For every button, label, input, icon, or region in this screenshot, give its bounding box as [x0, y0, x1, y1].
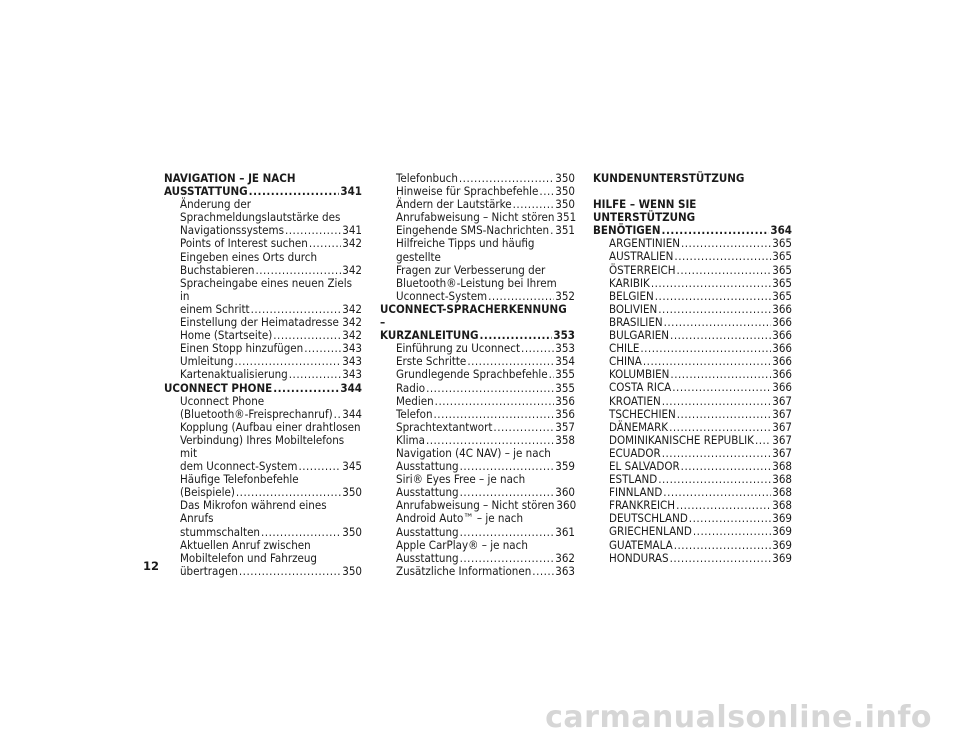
toc-entry-label: Einstellung der Heimatadresse	[180, 315, 339, 330]
dot-leader	[255, 264, 341, 277]
toc-page-number: 366	[772, 328, 792, 343]
toc-entry-label: FRANKREICH	[609, 498, 676, 513]
toc-page-number: 343	[342, 354, 362, 369]
toc-entry-label: HONDURAS	[609, 550, 669, 565]
dot-leader	[488, 290, 554, 303]
toc-entry-label: KARIBIK	[609, 275, 650, 290]
dot-leader	[676, 499, 771, 512]
page-number: 12	[143, 559, 160, 573]
toc-entry-label: ARGENTINIEN	[609, 236, 680, 251]
toc-entry	[593, 172, 792, 185]
toc-entry-label: BENÖTIGEN	[593, 223, 661, 238]
toc-entry-line: Änderung der	[180, 197, 251, 212]
toc-entry-label: GUATEMALA	[609, 537, 673, 552]
toc-entry	[380, 512, 575, 538]
toc-page-number: 343	[342, 367, 362, 382]
toc-entry	[164, 395, 362, 421]
toc-entry	[593, 290, 792, 303]
dot-leader	[658, 303, 771, 316]
dot-leader	[655, 290, 772, 303]
toc-entry	[164, 237, 362, 250]
toc-page-number: 350	[555, 197, 575, 212]
toc-entry	[380, 237, 575, 302]
toc-page-number: 344	[342, 406, 362, 421]
toc-page-number: 369	[772, 537, 792, 552]
toc-entry-label: Einen Stopp hinzufügen	[180, 341, 304, 356]
toc-page-number: 342	[342, 301, 362, 316]
dot-leader	[549, 368, 555, 381]
toc-entry-label: Ändern der Lautstärke	[396, 197, 512, 212]
toc-entry	[593, 264, 792, 277]
toc-page-number: 352	[555, 288, 575, 303]
toc-entry-label: DÄNEMARK	[609, 419, 669, 434]
toc-entry-line: Uconnect Phone	[180, 393, 265, 408]
toc-page-number: 359	[555, 459, 575, 474]
toc-entry-line: NAVIGATION – JE NACH	[164, 171, 296, 185]
toc-entry-label: Ausstattung	[396, 459, 459, 474]
toc-entry-line: Fragen zur Verbesserung der	[396, 262, 546, 277]
toc-page-number: 369	[772, 524, 792, 539]
toc-page-number: 351	[556, 210, 577, 225]
toc-page-number: 361	[555, 524, 575, 539]
toc-entry-line: Siri® Eyes Free – je nach	[396, 472, 526, 487]
toc-column-3	[593, 172, 792, 565]
dot-leader	[539, 185, 554, 198]
toc-entry-label: Telefonbuch	[396, 171, 458, 185]
toc-entry-label: DOMINIKANISCHE REPUBLIK	[609, 432, 754, 447]
toc-entry-label: Home (Startseite)	[180, 328, 273, 343]
dot-leader	[298, 460, 341, 473]
toc-entry-label: Einführung zu Uconnect	[396, 341, 521, 356]
dot-leader	[521, 342, 554, 355]
toc-page-number: 357	[555, 419, 575, 434]
toc-page-number: 367	[772, 393, 792, 408]
toc-entry-label: ÖSTERREICH	[609, 262, 676, 277]
dot-leader	[460, 526, 555, 539]
toc-entry-label: UCONNECT PHONE	[164, 380, 273, 395]
dot-leader	[669, 421, 771, 434]
toc-page-number: 362	[555, 550, 575, 565]
dot-leader	[340, 316, 341, 329]
toc-page-number: 355	[555, 367, 575, 382]
toc-entry	[164, 382, 362, 395]
toc-entry	[164, 277, 362, 316]
toc-entry	[164, 251, 362, 277]
toc-page-number: 367	[772, 419, 792, 434]
toc-entry-label: GRIECHENLAND	[609, 524, 692, 539]
toc-page-number: 356	[555, 406, 575, 421]
toc-entry	[380, 408, 575, 421]
toc-page-number: 368	[772, 498, 792, 513]
dot-leader	[755, 434, 771, 447]
toc-page-number: 355	[555, 380, 575, 395]
toc-entry-label: BRASILIEN	[609, 314, 663, 329]
toc-page-number: 345	[342, 459, 362, 474]
toc-page-number: 364	[770, 223, 792, 238]
toc-entry	[593, 250, 792, 263]
toc-page-number: 342	[342, 236, 362, 251]
toc-page-number: 342	[342, 262, 362, 277]
toc-page-number: 368	[772, 458, 792, 473]
toc-entry-label: TSCHECHIEN	[609, 406, 676, 421]
toc-entry-line: Spracheingabe eines neuen Ziels in	[180, 275, 353, 303]
dot-leader	[309, 237, 341, 250]
toc-entry-label: dem Uconnect-System	[180, 459, 298, 474]
dot-leader	[689, 512, 771, 525]
toc-entry-label: Medien	[396, 393, 434, 408]
toc-entry	[593, 395, 792, 408]
toc-entry	[164, 421, 362, 473]
toc-page-number: 344	[340, 380, 362, 395]
toc-page-number: 369	[772, 511, 792, 526]
toc-entry	[380, 368, 575, 381]
toc-page-number: 367	[772, 432, 792, 447]
toc-page-number: 368	[772, 472, 792, 487]
toc-entry	[164, 539, 362, 578]
toc-entry	[380, 382, 575, 395]
toc-entry	[380, 539, 575, 565]
toc-entry-line: Verbindung) Ihres Mobiltelefons mit	[180, 432, 345, 460]
toc-entry-label: KUNDENUNTERSTÜTZUNG	[593, 171, 745, 185]
toc-entry-line: Kopplung (Aufbau einer drahtlosen	[180, 419, 361, 434]
toc-entry-label: Eingehende SMS-Nachrichten	[396, 223, 550, 238]
dot-leader	[249, 185, 340, 198]
toc-page-number: 353	[555, 341, 575, 356]
toc-entry-label: Anrufabweisung – Nicht stören	[396, 498, 555, 513]
dot-leader	[664, 316, 772, 329]
toc-page-number: 366	[772, 314, 792, 329]
dot-leader	[304, 342, 341, 355]
toc-entry-line: Navigation (4C NAV) – je nach	[396, 445, 551, 460]
toc-entry	[593, 408, 792, 421]
toc-page-number: 367	[772, 406, 792, 421]
toc-entry-label: (Beispiele)	[180, 485, 235, 500]
toc-entry-label: stummschalten	[180, 524, 260, 539]
toc-entry	[593, 525, 792, 538]
toc-page-number: 365	[772, 275, 792, 290]
toc-entry-label: ESTLAND	[609, 472, 658, 487]
toc-page-number: 358	[555, 432, 575, 447]
toc-page-number: 366	[772, 301, 792, 316]
toc-entry-label: AUSSTATTUNG	[164, 184, 248, 199]
toc-entry-label: Ausstattung	[396, 550, 459, 565]
toc-entry-label: Ausstattung	[396, 524, 459, 539]
toc-page-number: 350	[342, 524, 362, 539]
toc-page-number: 354	[555, 354, 575, 369]
dot-leader	[693, 525, 771, 538]
toc-entry	[380, 565, 575, 578]
dot-leader	[674, 250, 771, 263]
toc-page-number: 366	[772, 354, 792, 369]
toc-entry	[164, 368, 362, 381]
toc-page-number: 343	[342, 341, 362, 356]
dot-leader	[273, 382, 339, 395]
toc-page-number: 367	[772, 445, 792, 460]
toc-entry-line: Eingeben eines Orts durch	[180, 249, 318, 264]
toc-entry-label: Points of Interest suchen	[180, 236, 308, 251]
toc-entry-line: Häufige Telefonbefehle	[180, 472, 299, 487]
toc-column-2	[380, 172, 575, 578]
toc-entry-label: übertragen	[180, 563, 238, 578]
dot-leader	[426, 382, 554, 395]
dot-leader	[662, 447, 772, 460]
dot-leader	[334, 408, 342, 421]
dot-leader	[681, 460, 772, 473]
dot-leader	[651, 277, 771, 290]
toc-page-number: 342	[342, 315, 362, 330]
toc-entry	[593, 381, 792, 394]
dot-leader	[493, 421, 554, 434]
dot-leader	[670, 552, 772, 565]
toc-entry	[380, 434, 575, 447]
toc-page-number: 360	[556, 498, 577, 513]
toc-entry-label: Klima	[396, 432, 425, 447]
toc-entry	[164, 499, 362, 538]
dot-leader	[640, 342, 771, 355]
toc-page-number: 350	[555, 171, 575, 185]
toc-entry-label: Zusätzliche Informationen	[396, 563, 532, 578]
toc-entry-label: KROATIEN	[609, 393, 661, 408]
toc-entry-label: CHINA	[609, 354, 642, 369]
toc-page-number: 366	[772, 341, 792, 356]
toc-page-number: 356	[555, 393, 575, 408]
toc-page-number: 365	[772, 236, 792, 251]
toc-entry	[380, 473, 575, 499]
dot-leader	[672, 381, 771, 394]
toc-page-number: 365	[772, 288, 792, 303]
toc-page-number: 368	[772, 485, 792, 500]
toc-entry-label: Grundlegende Sprachbefehle	[396, 367, 548, 382]
toc-entry	[593, 552, 792, 565]
toc-entry-label: AUSTRALIEN	[609, 249, 674, 264]
toc-entry	[380, 303, 575, 342]
toc-entry-label: Kartenaktualisierung	[180, 367, 288, 382]
toc-entry-label: Radio	[396, 380, 426, 395]
toc-entry-label: DEUTSCHLAND	[609, 511, 688, 526]
toc-page-number: 342	[342, 328, 362, 343]
toc-entry	[593, 434, 792, 447]
toc-entry-line: Hilfreiche Tipps und häufig gestellte	[396, 236, 535, 264]
toc-entry-label: Sprachtextantwort	[396, 419, 493, 434]
toc-entry	[164, 473, 362, 499]
dot-leader	[670, 368, 771, 381]
toc-entry-label: (Bluetooth®-Freisprechanruf)	[180, 406, 333, 421]
toc-entry	[380, 447, 575, 473]
toc-entry-line: UCONNECT-SPRACHERKENNUNG –	[380, 301, 567, 330]
toc-entry	[164, 172, 362, 198]
toc-entry-label: Navigationssystems	[180, 223, 284, 238]
toc-entry-label: Telefon	[396, 406, 433, 421]
toc-entry-label: Anrufabweisung – Nicht stören	[396, 210, 555, 225]
dot-leader	[532, 565, 554, 578]
toc-entry	[593, 303, 792, 316]
toc-page-number: 341	[342, 223, 362, 238]
dot-leader	[435, 395, 555, 408]
toc-entry-label: CHILE	[609, 341, 640, 356]
toc-entry-label: Hinweise für Sprachbefehle	[396, 184, 539, 199]
toc-page-number: 350	[342, 563, 362, 578]
toc-entry-line: Apple CarPlay® – je nach	[396, 537, 528, 552]
dot-leader	[670, 329, 771, 342]
dot-leader	[677, 408, 771, 421]
toc-entry-label: einem Schritt	[180, 301, 250, 316]
toc-entry	[380, 395, 575, 408]
toc-page-number: 369	[772, 550, 792, 565]
toc-entry-label: FINNLAND	[609, 485, 663, 500]
toc-page-number: 350	[342, 485, 362, 500]
dot-leader	[261, 526, 341, 539]
toc-entry-label: KURZANLEITUNG	[380, 328, 479, 343]
toc-entry-label: ECUADOR	[609, 445, 661, 460]
toc-entry-label: Buchstabieren	[180, 262, 255, 277]
toc-page-number: 360	[555, 485, 575, 500]
toc-page-number: 351	[555, 223, 575, 238]
toc-page-number: 363	[555, 563, 575, 578]
toc-page-number: 350	[555, 184, 575, 199]
toc-entry-label: Umleitung	[180, 354, 234, 369]
toc-page-number: 353	[553, 328, 575, 343]
toc-entry	[593, 447, 792, 460]
toc-entry	[593, 198, 792, 237]
watermark: carmanualsonline.info	[545, 700, 932, 735]
toc-entry-line: Mobiltelefon und Fahrzeug	[180, 550, 317, 565]
dot-leader	[550, 224, 554, 237]
toc-entry-line: Bluetooth®-Leistung bei Ihrem	[396, 275, 557, 290]
dot-leader	[681, 237, 771, 250]
toc-entry-label: BELGIEN	[609, 288, 654, 303]
toc-page-number: 366	[772, 380, 792, 395]
dot-leader	[460, 552, 555, 565]
toc-entry	[593, 277, 792, 290]
toc-entry-label: BOLIVIEN	[609, 301, 658, 316]
toc-entry-label: Uconnect-System	[396, 288, 488, 303]
toc-entry-line: Android Auto™ – je nach	[396, 511, 524, 526]
toc-entry-line: Sprachmeldungslautstärke des	[180, 210, 341, 225]
toc-entry	[380, 421, 575, 434]
toc-column-1	[164, 172, 362, 578]
toc-entry-label: COSTA RICA	[609, 380, 672, 395]
toc-entry	[593, 539, 792, 552]
dot-leader	[663, 486, 771, 499]
toc-entry-label: BULGARIEN	[609, 328, 670, 343]
toc-entry	[593, 421, 792, 434]
toc-entry-line: HILFE – WENN SIE UNTERSTÜTZUNG	[593, 197, 697, 225]
toc-page-number: 365	[772, 262, 792, 277]
toc-entry-label: EL SALVADOR	[609, 458, 680, 473]
toc-entry-line: Das Mikrofon während eines Anrufs	[180, 498, 327, 526]
dot-leader	[662, 395, 772, 408]
dot-leader	[677, 264, 772, 277]
dot-leader	[426, 434, 554, 447]
toc-entry-label: Erste Schritte	[396, 354, 467, 369]
toc-entry-label: KOLUMBIEN	[609, 367, 670, 382]
dot-leader	[658, 473, 771, 486]
dot-leader	[434, 408, 555, 421]
toc-page-number: 365	[772, 249, 792, 264]
toc-entry-label: Ausstattung	[396, 485, 459, 500]
toc-page-number: 366	[772, 367, 792, 382]
dot-leader	[289, 368, 341, 381]
dot-leader	[674, 539, 772, 552]
toc-entry-line: Aktuellen Anruf zwischen	[180, 537, 311, 552]
toc-entry	[164, 198, 362, 237]
toc-page-number: 341	[340, 184, 362, 199]
dot-leader	[239, 565, 341, 578]
